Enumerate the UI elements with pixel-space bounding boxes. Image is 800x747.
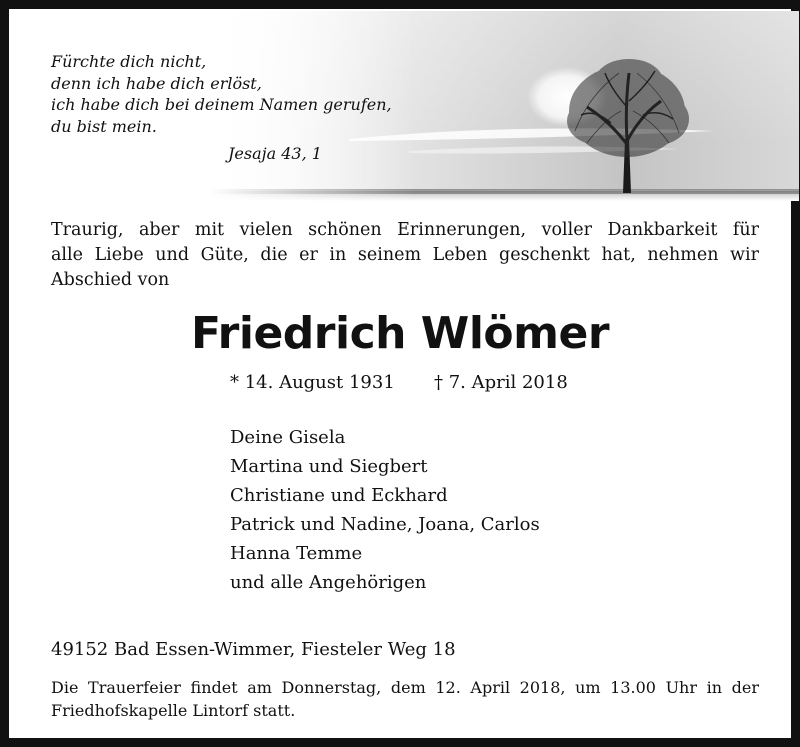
deceased-name: Friedrich Wlömer [190, 308, 610, 359]
intro-line: Abschied von [51, 270, 170, 290]
verse-line: denn ich habe dich erlöst, [51, 73, 262, 93]
mourner-entry: Martina und Siegbert [230, 456, 428, 477]
intro-line: Traurig, aber mit vielen schönen Erinnerungen, voller Dankbarkeit für [51, 220, 759, 240]
intro-line: alle Liebe und Güte, die er in seinem Leben geschenkt hat, nehmen wir [51, 245, 759, 265]
intro-text [51, 218, 759, 293]
bible-verse [51, 51, 392, 137]
service-line: Friedhofskapelle Lintorf statt. [51, 701, 296, 720]
mourner-entry: Christiane und Eckhard [230, 485, 448, 506]
address: 49152 Bad Essen-Wimmer, Fiesteler Weg 18 [51, 639, 456, 660]
birth-date: * 14. August 1931 [230, 372, 395, 393]
verse-line: Fürchte dich nicht, [51, 52, 207, 71]
mourner-entry: Hanna Temme [230, 543, 363, 564]
verse-line: du bist mein. [51, 116, 157, 136]
death-date: † 7. April 2018 [434, 372, 568, 393]
mourners-list [230, 423, 540, 597]
verse-source: Jesaja 43, 1 [228, 144, 322, 163]
mourner-entry: und alle Angehörigen [230, 572, 427, 593]
verse-line: ich habe dich bei deinem Namen gerufen, [51, 95, 392, 114]
funeral-service-info [51, 676, 759, 722]
mourner-entry: Patrick und Nadine, Joana, Carlos [230, 514, 540, 535]
mourner-entry: Deine Gisela [230, 427, 346, 448]
service-line: Die Trauerfeier findet am Donnerstag, dem 12. April 2018, um 13.00 Uhr in der [51, 678, 759, 697]
